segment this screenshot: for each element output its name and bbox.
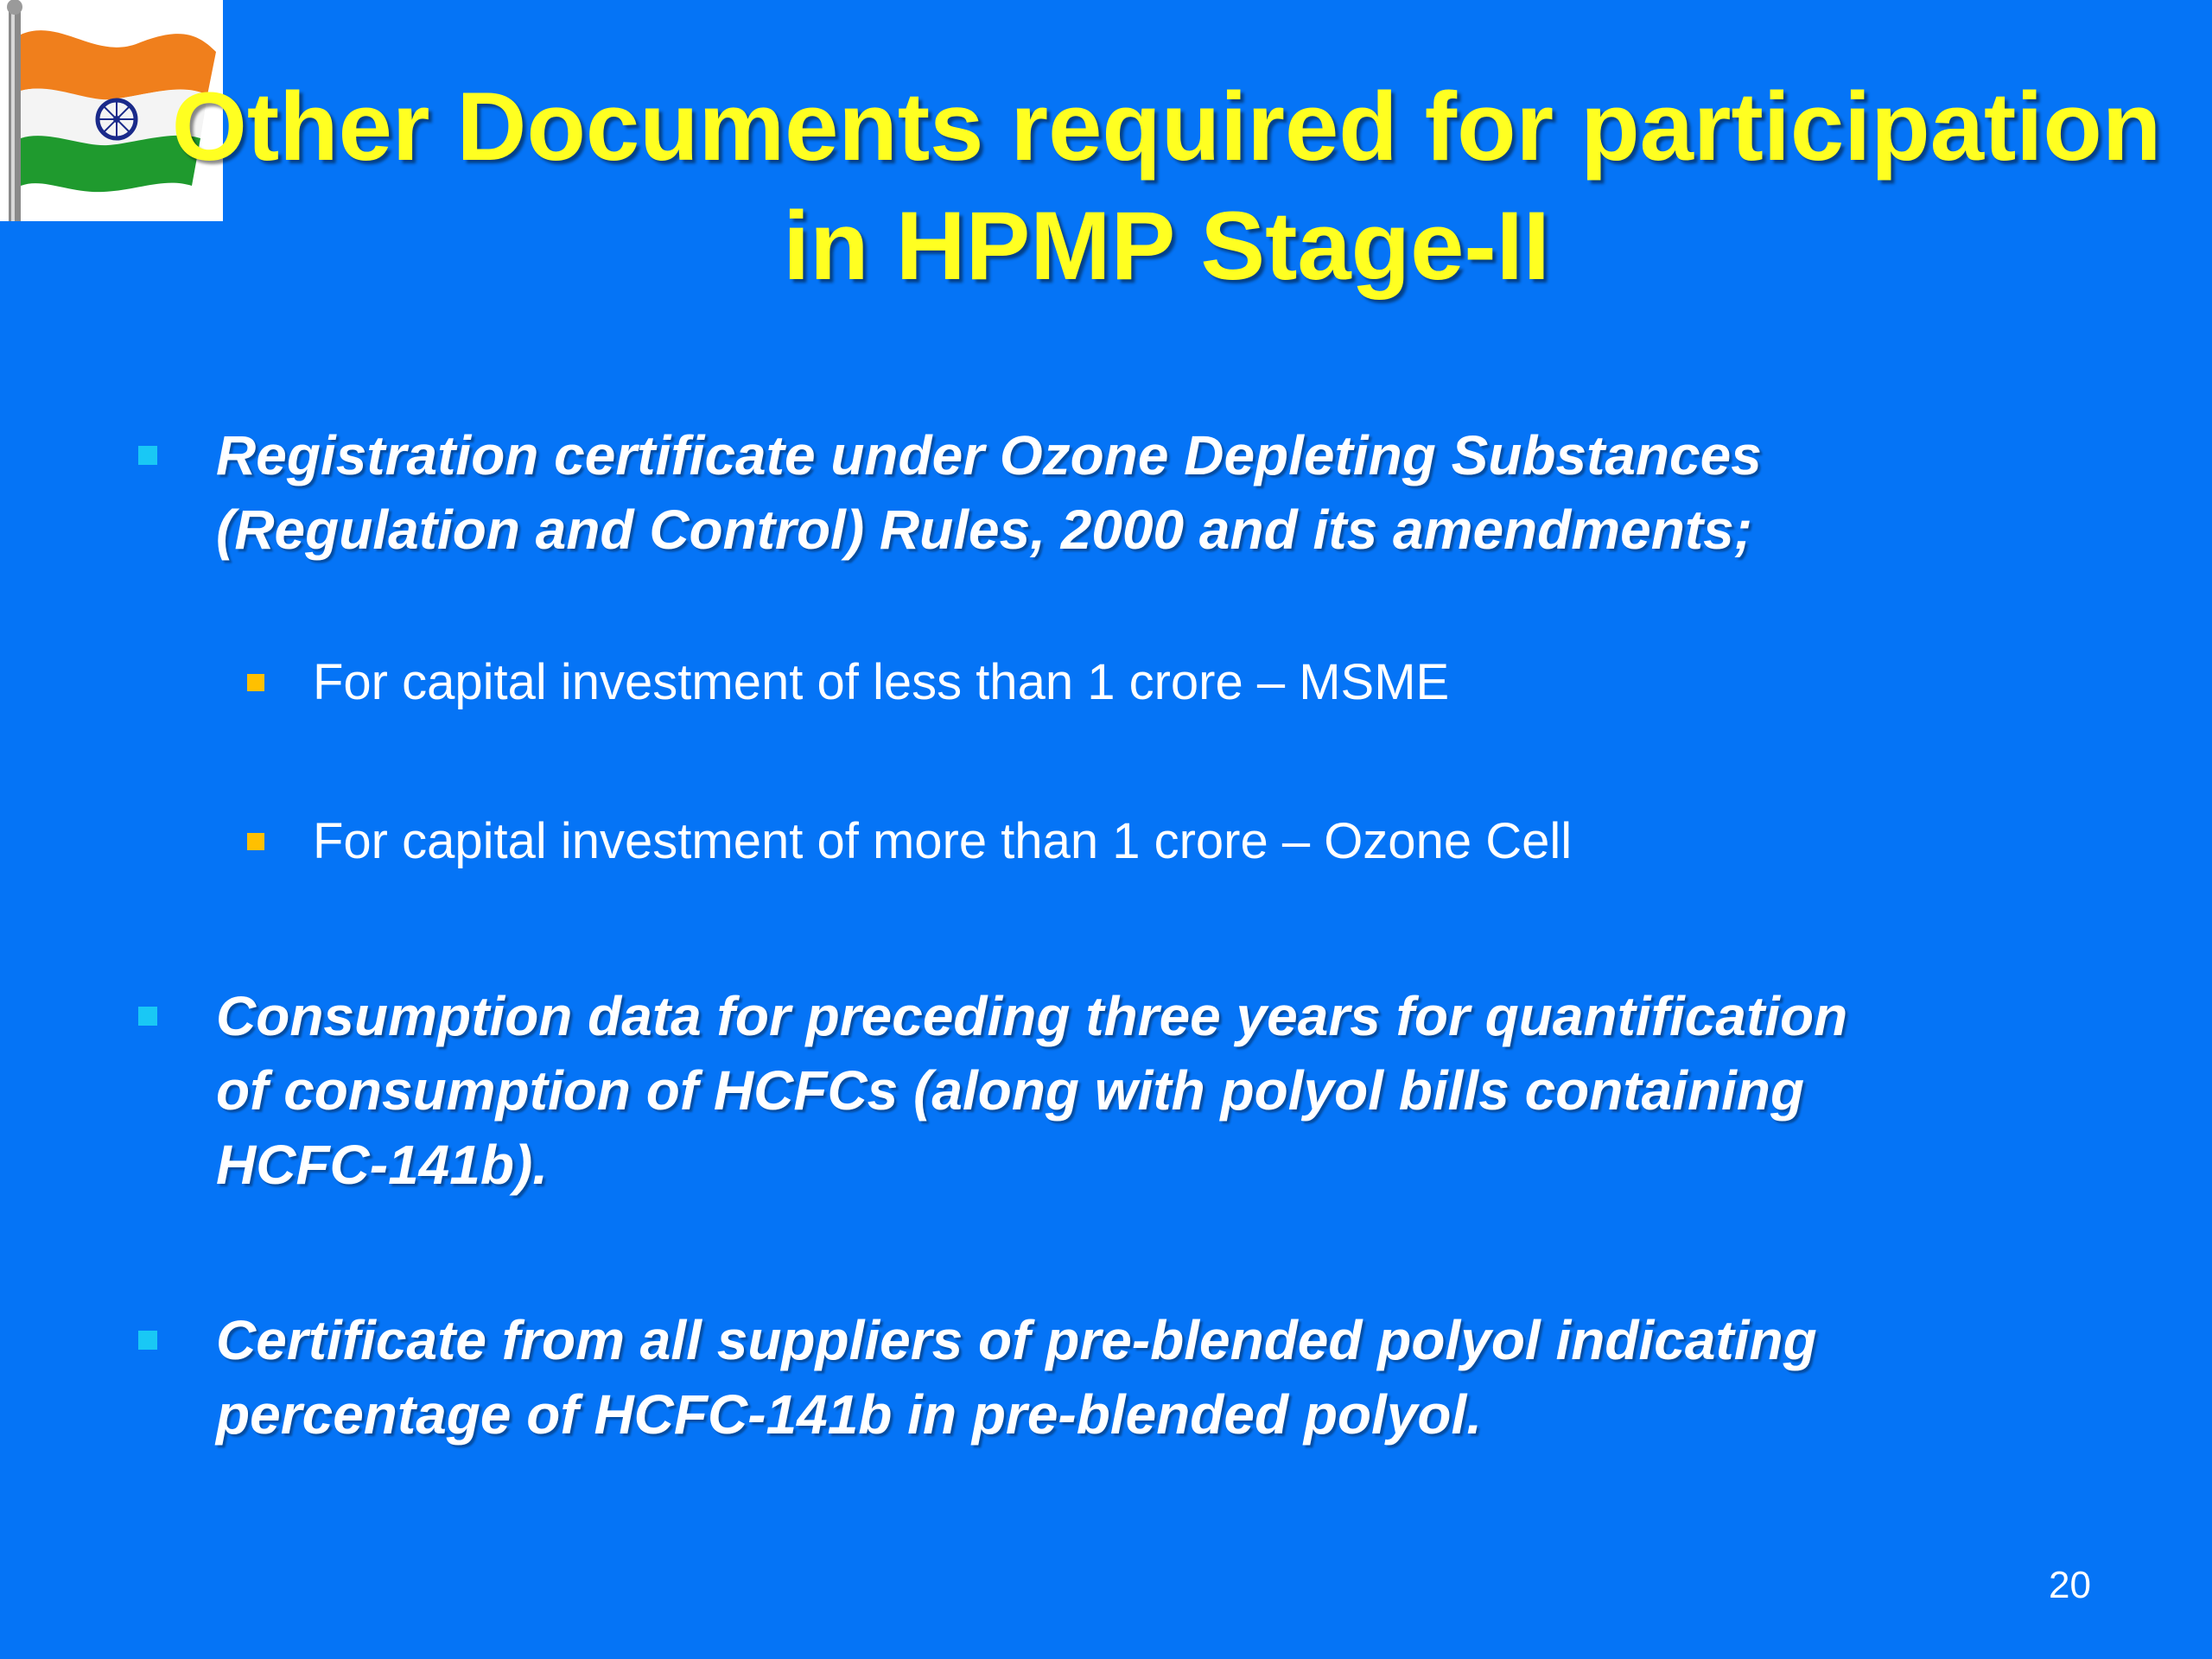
bullet-text-line: HCFC-141b).: [216, 1134, 549, 1196]
bullet-text-line: Registration certificate under Ozone Depleting Substances: [216, 424, 1762, 486]
sub-bullet-ozone-cell: [313, 810, 2127, 873]
bullet-text-line: Consumption data for preceding three years for quantification: [216, 985, 1848, 1047]
bullet-text-line: (Regulation and Control) Rules, 2000 and its amendments;: [216, 499, 1753, 561]
square-bullet-icon: [138, 446, 157, 465]
page-number: 20: [2049, 1564, 2091, 1606]
bullet-text-line: of consumption of HCFCs (along with polyol bills containing: [216, 1059, 1805, 1122]
square-bullet-icon: [247, 833, 264, 850]
sub-bullet-text: For capital investment of more than 1 crore – Ozone Cell: [313, 813, 1573, 869]
square-bullet-icon: [138, 1331, 157, 1350]
bullet-supplier-certificate: [216, 1303, 2134, 1452]
sub-bullet-text: For capital investment of less than 1 crore – MSME: [313, 654, 1450, 710]
bullet-consumption-data: [216, 979, 2134, 1202]
square-bullet-icon: [247, 674, 264, 691]
bullet-text-line: Certificate from all suppliers of pre-blended polyol indicating: [216, 1309, 1817, 1371]
sub-bullet-msme: [313, 652, 2127, 714]
square-bullet-icon: [138, 1007, 157, 1026]
slide-title-line-2: in HPMP Stage-II: [783, 192, 1550, 300]
slide-title: [130, 67, 2203, 306]
slide-title-line-1: Other Documents required for participation: [171, 73, 2162, 181]
bullet-text-line: percentage of HCFC-141b in pre-blended polyol.: [216, 1383, 1483, 1446]
bullet-registration-certificate: [216, 418, 2134, 567]
